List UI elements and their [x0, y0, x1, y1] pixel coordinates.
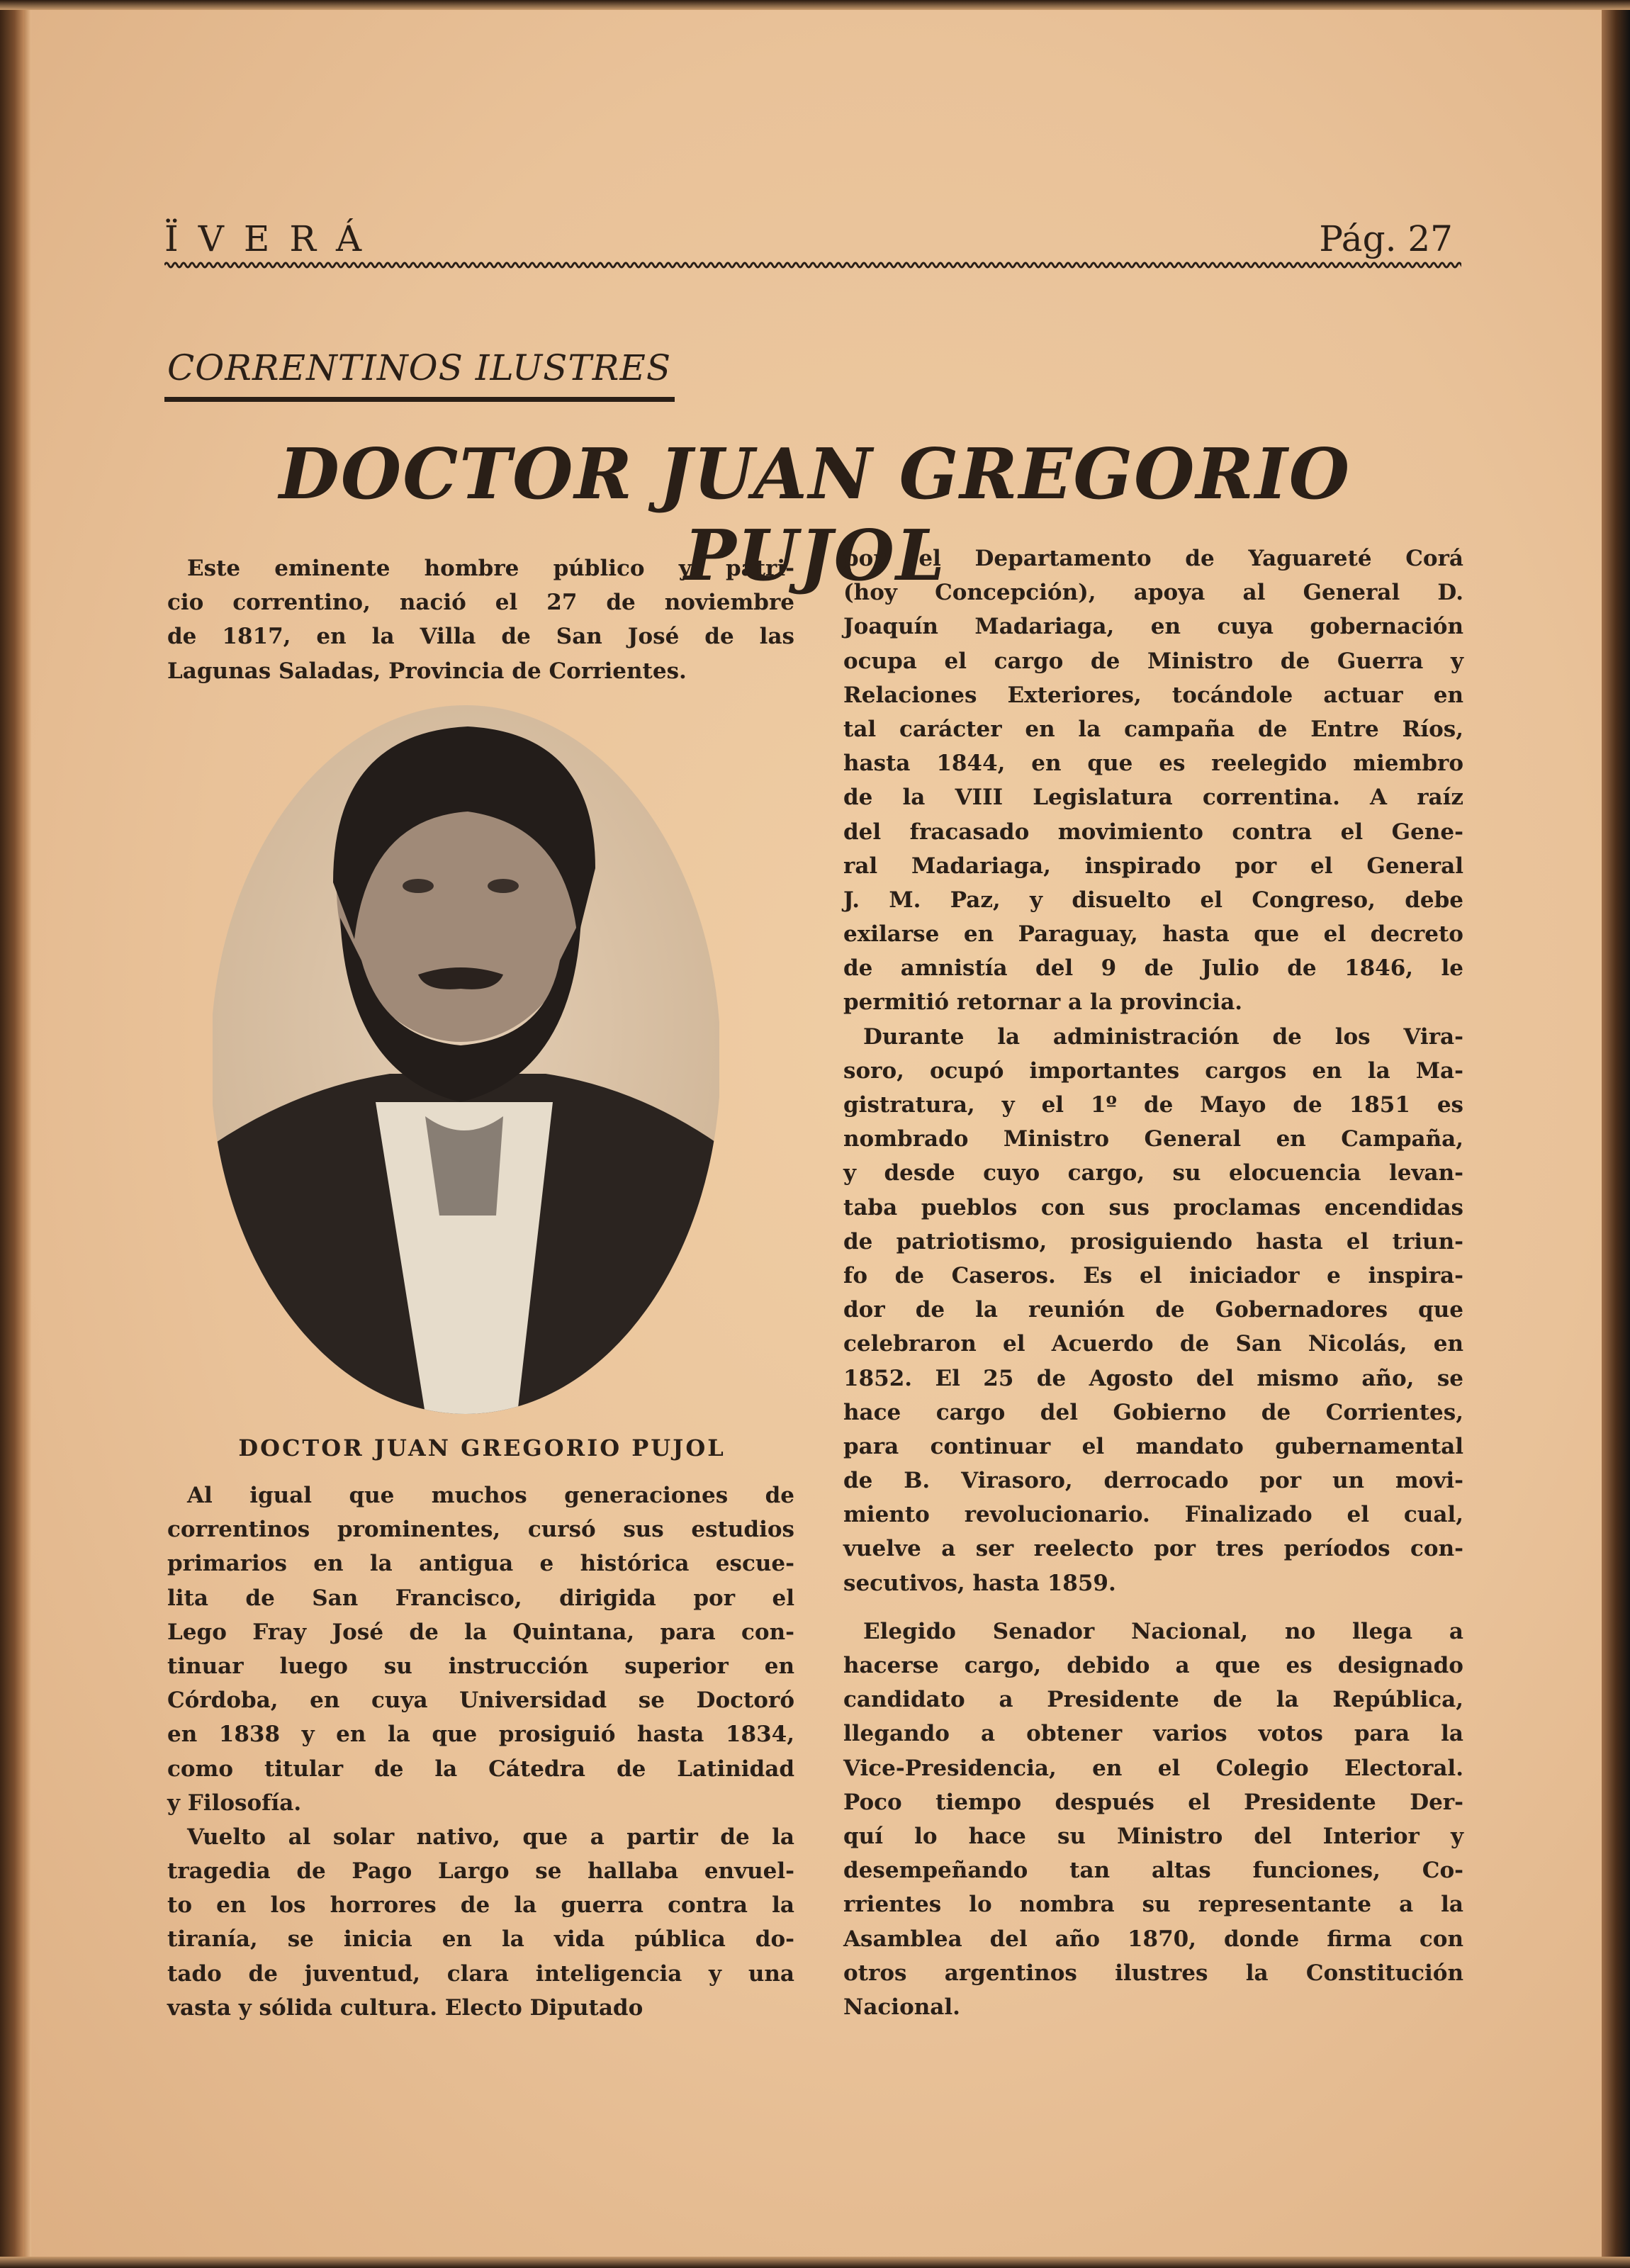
text-line: taba pueblos con sus proclamas encendidas [843, 1194, 1463, 1220]
intro-paragraph [167, 551, 794, 688]
text-line: hasta 1844, en que es reelegido miembro [843, 751, 1463, 777]
text-line: por el Departamento de Yaguareté Corá [843, 546, 1463, 571]
text-line: gistratura, y el 1º de Mayo de 1851 es [843, 1092, 1463, 1118]
text-line: Este eminente hombre público y patri- [187, 556, 794, 581]
text-line: de amnistía del 9 de Julio de 1846, le [843, 955, 1463, 982]
text-line: to en los horrores de la guerra contra la [167, 1892, 794, 1919]
text-line: Al igual que muchos generaciones de [187, 1483, 794, 1508]
text-line: y desde cuyo cargo, su elocuencia levan- [843, 1160, 1463, 1186]
text-line: exilarse en Paraguay, hasta que el decreto [843, 921, 1463, 948]
text-line: como titular de la Cátedra de Latinidad [167, 1756, 794, 1782]
text-line: Durante la administración de los Vira- [863, 1023, 1463, 1050]
text-line: secutivos, hasta 1859. [843, 1570, 1116, 1596]
page-number: Pág. 27 [1319, 218, 1453, 259]
paragraph [843, 1615, 1463, 2024]
right-page-edge [1602, 0, 1630, 2268]
magazine-name: ÏVERÁ [164, 218, 382, 259]
text-line: (hoy Concepción), apoya al General D. [843, 580, 1463, 606]
text-line: dor de la reunión de Gobernadores que [843, 1297, 1463, 1323]
text-line: permitió retornar a la provincia. [843, 989, 1243, 1016]
text-line: y Filosofía. [167, 1790, 302, 1816]
text-line: de patriotismo, prosiguiendo hasta el triun- [843, 1228, 1463, 1254]
paragraph [843, 1020, 1463, 1600]
text-line: candidato a Presidente de la República, [843, 1687, 1463, 1713]
text-line: vasta y sólida cultura. Electo Diputado [167, 1994, 643, 2021]
text-line: llegando a obtener varios votos para la [843, 1721, 1463, 1747]
text-line: Nacional. [843, 1994, 960, 2020]
article-title: DOCTOR JUAN GREGORIO PUJOL [279, 434, 1351, 597]
top-page-edge [0, 0, 1630, 10]
text-line: tinuar luego su instrucción superior en [167, 1653, 794, 1679]
text-line: celebraron el Acuerdo de San Nicolás, en [843, 1331, 1463, 1357]
text-line: hace cargo del Gobierno de Corrientes, [843, 1399, 1463, 1425]
text-line: en 1838 y en la que prosiguió hasta 1834, [167, 1722, 794, 1748]
text-line: Córdoba, en cuya Universidad se Doctoró [167, 1688, 794, 1714]
section-underline [164, 397, 675, 402]
text-line: primarios en la antigua e histórica escue- [167, 1551, 794, 1577]
text-line: de 1817, en la Villa de San José de las [167, 624, 794, 650]
wavy-divider [164, 259, 1461, 271]
paragraph [843, 541, 1463, 1020]
text-line: de B. Virasoro, derrocado por un movi- [843, 1468, 1463, 1494]
text-line: desempeñando tan altas funciones, Co- [843, 1858, 1463, 1884]
text-line: correntinos prominentes, cursó sus estudios [167, 1517, 794, 1543]
text-line: rrientes lo nombra su representante a la [843, 1892, 1463, 1918]
text-line: Elegido Senador Nacional, no llega a [863, 1618, 1463, 1644]
right-column-body [843, 541, 1463, 2024]
text-line: ocupa el cargo de Ministro de Guerra y [843, 648, 1463, 674]
text-line: Vice-Presidencia, en el Colegio Electoral. [843, 1755, 1463, 1781]
text-line: del fracasado movimiento contra el Gene- [843, 819, 1463, 845]
text-line: tragedia de Pago Largo se hallaba envuel- [167, 1858, 794, 1885]
text-line: 1852. El 25 de Agosto del mismo año, se [843, 1365, 1463, 1391]
text-line: lita de San Francisco, dirigida por el [167, 1585, 794, 1611]
paragraph [167, 551, 794, 688]
text-line: para continuar el mandato gubernamental [843, 1433, 1463, 1459]
left-page-edge [0, 0, 24, 2268]
text-line: quí lo hace su Ministro del Interior y [843, 1823, 1463, 1849]
text-line: ral Madariaga, inspirado por el General [843, 853, 1463, 879]
bottom-page-edge [0, 2257, 1630, 2268]
text-line: Vuelto al solar nativo, que a partir de la [187, 1824, 794, 1850]
text-line: vuelve a ser reelecto por tres períodos con- [843, 1536, 1463, 1562]
text-line: fo de Caseros. Es el iniciador e inspira- [843, 1262, 1463, 1289]
text-line: Lagunas Saladas, Provincia de Corrientes. [167, 658, 687, 684]
text-line: Lego Fray José de la Quintana, para con- [167, 1619, 794, 1645]
text-line: otros argentinos ilustres la Constitución [843, 1960, 1463, 1986]
text-line: de la VIII Legislatura correntina. A raíz [843, 785, 1463, 811]
left-column-body [167, 1478, 794, 2025]
text-line: Asamblea del año 1870, donde firma con [843, 1926, 1463, 1952]
paragraph [167, 1820, 794, 2025]
text-line: nombrado Ministro General en Campaña, [843, 1126, 1463, 1152]
portrait-photo [213, 705, 719, 1414]
text-line: Relaciones Exteriores, tocándole actuar en [843, 682, 1463, 708]
text-line: soro, ocupó importantes cargos en la Ma- [843, 1057, 1463, 1084]
text-line: cio correntino, nació el 27 de noviembre [167, 590, 794, 616]
binding-fold [24, 0, 31, 2268]
section-heading: CORRENTINOS ILUSTRES [167, 347, 672, 388]
text-line: tado de juventud, clara inteligencia y una [167, 1960, 794, 1987]
text-line: tiranía, se inicia en la vida pública do- [167, 1926, 794, 1953]
text-line: Joaquín Madariaga, en cuya gobernación [843, 614, 1463, 640]
text-line: miento revolucionario. Finalizado el cual, [843, 1502, 1463, 1528]
text-line: tal carácter en la campaña de Entre Ríos, [843, 716, 1463, 742]
text-line: Poco tiempo después el Presidente Der- [843, 1789, 1463, 1815]
portrait-caption: DOCTOR JUAN GREGORIO PUJOL [238, 1435, 726, 1461]
text-line: hacerse cargo, debido a que es designado [843, 1653, 1463, 1678]
paragraph [167, 1478, 794, 1820]
text-line: J. M. Paz, y disuelto el Congreso, debe [843, 887, 1463, 913]
